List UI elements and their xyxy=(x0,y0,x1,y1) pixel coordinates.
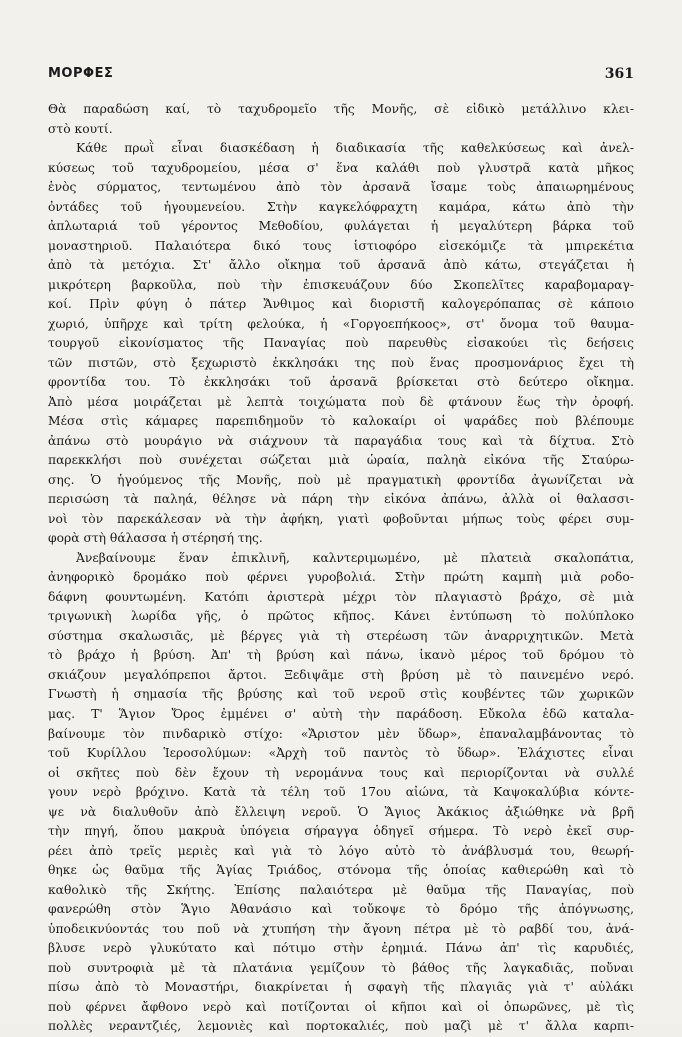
text-line: τῶν πιστῶν, στὸ ξεχωριστὸ ἐκκλησάκι της ποὺ ἕνας προσμονάριος ἔχει τὴ xyxy=(48,355,634,370)
text-line: Μέσα στὶς κάμαρες παρεπιδημοῦν τὸ καλοκαίρι οἱ ψαράδες ποὺ βλέπουμε xyxy=(48,414,634,429)
text-line: καθολικὸ τῆς Σκήτης. Ἐπίσης παλαιότερα μὲ θαῦμα τῆς Παναγίας, ποὺ xyxy=(48,882,634,897)
text-line: ἀπὸ τὰ μετόχια. Στ' ἄλλο οἴκημα τοῦ ἀρσανᾶ ἀπὸ κάτω, στεγάζεται ἡ xyxy=(48,258,634,273)
text-line: βλυσε νερὸ γλυκύτατο καὶ πότιμο στὴν ἐρημιά. Πάνω ἀπ' τὶς καρυδιές, xyxy=(48,941,634,956)
text-line: στὸ κουτί. xyxy=(48,121,113,136)
text-line: φανερώθη στὸν Ἅγιο Ἀθανάσιο καὶ τοὔκοψε τὸ δρόμο τῆς ἀπόγνωσης, xyxy=(48,902,634,917)
text-line: ὀντάδες τοῦ ἡγουμενείου. Στὴν καγκελόφραχτη καμάρα, κάτω ἀπὸ τὴν xyxy=(48,199,634,214)
text-line: σης. Ὁ ἡγούμενος τῆς Μονῆς, ποὺ μὲ πραγματικὴ φροντίδα ἀγωνίζεται νὰ xyxy=(48,472,634,487)
text-line: παρεκκλήσι ποὺ συνέχεται σώζεται μιὰ ὡραία, παληὰ εἰκόνα τῆς Σταύρω- xyxy=(48,453,634,468)
text-line: ἀπλωταριά τοῦ γέροντος Μεθοδίου, φυλάγεται ἡ μεγαλύτερη βάρκα τοῦ xyxy=(48,219,634,234)
text-line: ψε νὰ διαλυθοῦν ἀπὸ ἔλλειψη νεροῦ. Ὁ Ἅγιος Ἀκάκιος ἀξιώθηκε νὰ βρῆ xyxy=(48,804,634,819)
text-line: ἀπάνω στὸ μουράγιο νὰ σιάχνουν τὰ παραγάδια τους καὶ τὰ δίχτυα. Στὸ xyxy=(48,433,634,448)
text-line: φορὰ στὴ θάλασσα ἡ στέρησή της. xyxy=(48,531,263,546)
text-line: ποὺ φέρνει ἄφθονο νερὸ καὶ ποτίζονται οἱ κῆποι καὶ οἱ ὀπωρῶνες, μὲ τὶς xyxy=(48,999,634,1014)
text-line: περισώση τὰ παληά, θέλησε νὰ πάρη τὴν εἰκόνα ἀπάνω, ἀλλὰ οἱ θαλασσι- xyxy=(48,492,634,507)
text-line: κοί. Πρὶν φύγη ὁ πάτερ Ἄνθιμος καὶ διοριστῆ καλογερόπαπας σὲ κάποιο xyxy=(48,297,634,312)
text-line: Γνωστὴ ἡ σημασία τῆς βρύσης καὶ τοῦ νεροῦ στὶς κουβέντες τῶν χωρικῶν xyxy=(48,687,634,702)
text-line: πίσω ἀπὸ τὸ Μοναστήρι, διακρίνεται ἡ σφαγὴ τῆς πλαγιᾶς γιὰ τ' αὐλάκι xyxy=(48,980,634,995)
text-line: σύστημα σκαλωσιᾶς, μὲ βέργες γιὰ τὴ στερέωση τῶν ἀναρριχητικῶν. Μετὰ xyxy=(48,628,634,643)
text-line: θηκε ὡς θαῦμα τῆς Ἁγίας Τριάδος, στόνομα τῆς ὁποίας καθιερώθη καὶ τὸ xyxy=(48,863,634,878)
text-line: ἑνὸς σύρματος, τεντωμένου ἀπὸ τὸν ἀρσανᾶ ἴσαμε τοὺς ἀπαιωρημένους xyxy=(48,180,634,195)
text-line: Κάθε πρωῒ εἶναι διασκέδαση ἡ διαδικασία τῆς καθελκύσεως καὶ ἀνελ- xyxy=(76,141,634,156)
text-line: κύσεως τοῦ ταχυδρομείου, μέσα σ' ἕνα καλάθι ποὺ γλυστρᾶ κατὰ μῆκος xyxy=(48,160,634,175)
text-line: φροντίδα του. Τὸ ἐκκλησάκι τοῦ ἀρσανᾶ βρίσκεται στὸ δεύτερο οἴκημα. xyxy=(48,375,634,390)
text-line: πολλὲς νεραντζιές, λεμονιὲς καὶ πορτοκαλιές, ποὺ μαζὶ μὲ τ' ἄλλα καρπι- xyxy=(48,1019,634,1034)
page-number: 361 xyxy=(604,66,634,82)
text-line: τοῦ Κυρίλλου Ἱεροσολύμων: «Ἀρχὴ τοῦ παντὸς τὸ ὕδωρ». Ἐλάχιστες εἶναι xyxy=(48,746,634,761)
text-line: τὴν πηγή, ὅπου μακρυὰ ὑπόγεια σήραγγα ὁδηγεῖ σήμερα. Τὸ νερὸ ἐκεῖ συρ- xyxy=(48,824,634,839)
text-line: σκιάζουν μεγαλόπρεποι ἄρτοι. Ξεδιψᾶμε στὴ βρύση μὲ τὸ παινεμένο νερό. xyxy=(48,667,634,682)
text-line: οἱ σκῆτες ποὺ δὲν ἔχουν τὴ νερομάννα τους καὶ περιορίζονται νὰ συλλέ xyxy=(48,765,634,780)
text-line: ἀνηφορικὸ δρομάκο ποὺ φέρνει γυροβολιά. Στὴν πρώτη καμπὴ μιὰ ροδο- xyxy=(48,570,634,585)
body-text xyxy=(48,100,634,1037)
page-header xyxy=(48,66,634,88)
text-line: μικρότερη βαρκοῦλα, ποὺ τὴν ἐπισκευάζουν δύο Σκοπελῖτες καραβομαραγ- xyxy=(48,277,634,292)
text-line: τριγωνικὴ λωρίδα γῆς, ὁ πρῶτος κῆπος. Κάνει ἐντύπωση τὸ πολύπλοκο xyxy=(48,609,634,624)
text-line: Θὰ παραδώση καί, τὸ ταχυδρομεῖο τῆς Μονῆς, σὲ εἰδικὸ μετάλλινο κλει- xyxy=(48,102,634,116)
text-line: ὑποδεικνύοντάς του ποῦ νὰ χτυπήση τὴν ἄγονη πέτρα μὲ τὸ ραβδί του, ἀνά- xyxy=(48,921,634,936)
text-line: ρέει ἀπὸ τρεῖς μεριὲς καὶ γιὰ τὸ λόγο αὐτὸ τὸ ἀνάβλυσμά του, θεωρή- xyxy=(48,843,634,858)
text-line: Ἀνεβαίνουμε ἕναν ἐπικλινῆ, καλντεριμωμένο, μὲ πλατειὰ σκαλοπάτια, xyxy=(76,550,634,565)
text-line: βαίνουμε τὸν πινδαρικὸ στίχο: «Ἄριστον μὲν ὕδωρ», ἐπαναλαμβάνοντας τὸ xyxy=(48,726,634,741)
text-line: δάφνη φουντωμένη. Κατόπι ἀριστερὰ μέχρι τὸν πλαγιαστὸ βράχο, σὲ μιὰ xyxy=(48,589,634,604)
text-line: νοὶ τὸν παρεκάλεσαν νὰ τὴν ἀφήκη, γιατὶ φοβοῦνται μήπως τοὺς φέρει συμ- xyxy=(48,511,634,526)
text-line: μας. Τ' Ἅγιον Ὄρος ἐμμένει σ' αὐτὴ τὴν παράδοση. Εὔκολα ἐδῶ καταλα- xyxy=(48,706,634,721)
text-line: τουργοῦ εἰκονίσματος τῆς Παναγίας ποὺ παρευθὺς εἰσακούει τὶς δεήσεις xyxy=(48,336,634,351)
text-line: χωριό, ὑπῆρχε καὶ τρίτη φελούκα, ἡ «Γοργοεπήκοος», στ' ὄνομα τοῦ θαυμα- xyxy=(48,316,634,331)
text-line: μοναστηριοῦ. Παλαιότερα δικό τους ἱστιοφόρο εἰσεκόμιζε τὰ μπιρεκέτια xyxy=(48,238,634,253)
text-line: Ἀπὸ μέσα μοιράζεται μὲ λεπτὰ τοιχώματα ποὺ δὲ φτάνουν ἕως τὴν ὀροφή. xyxy=(48,394,634,409)
text-line: τὸ βράχο ἡ βρύση. Ἀπ' τὴ βρύση καὶ πάνω, ἱκανὸ μέρος τοῦ δρόμου τὸ xyxy=(48,648,634,663)
text-line: ποὺ συντροφιὰ μὲ τὰ πλατάνια γεμίζουν τὸ βάθος τῆς λαγκαδιᾶς, ποὔναι xyxy=(48,960,634,975)
text-line: γουν νερὸ βρόχινο. Κατὰ τὰ τέλη τοῦ 17ου αἰώνα, τὰ Καψοκαλύβια κόντε- xyxy=(48,785,634,800)
running-head: ΜΟΡΦΕΣ xyxy=(48,66,114,81)
